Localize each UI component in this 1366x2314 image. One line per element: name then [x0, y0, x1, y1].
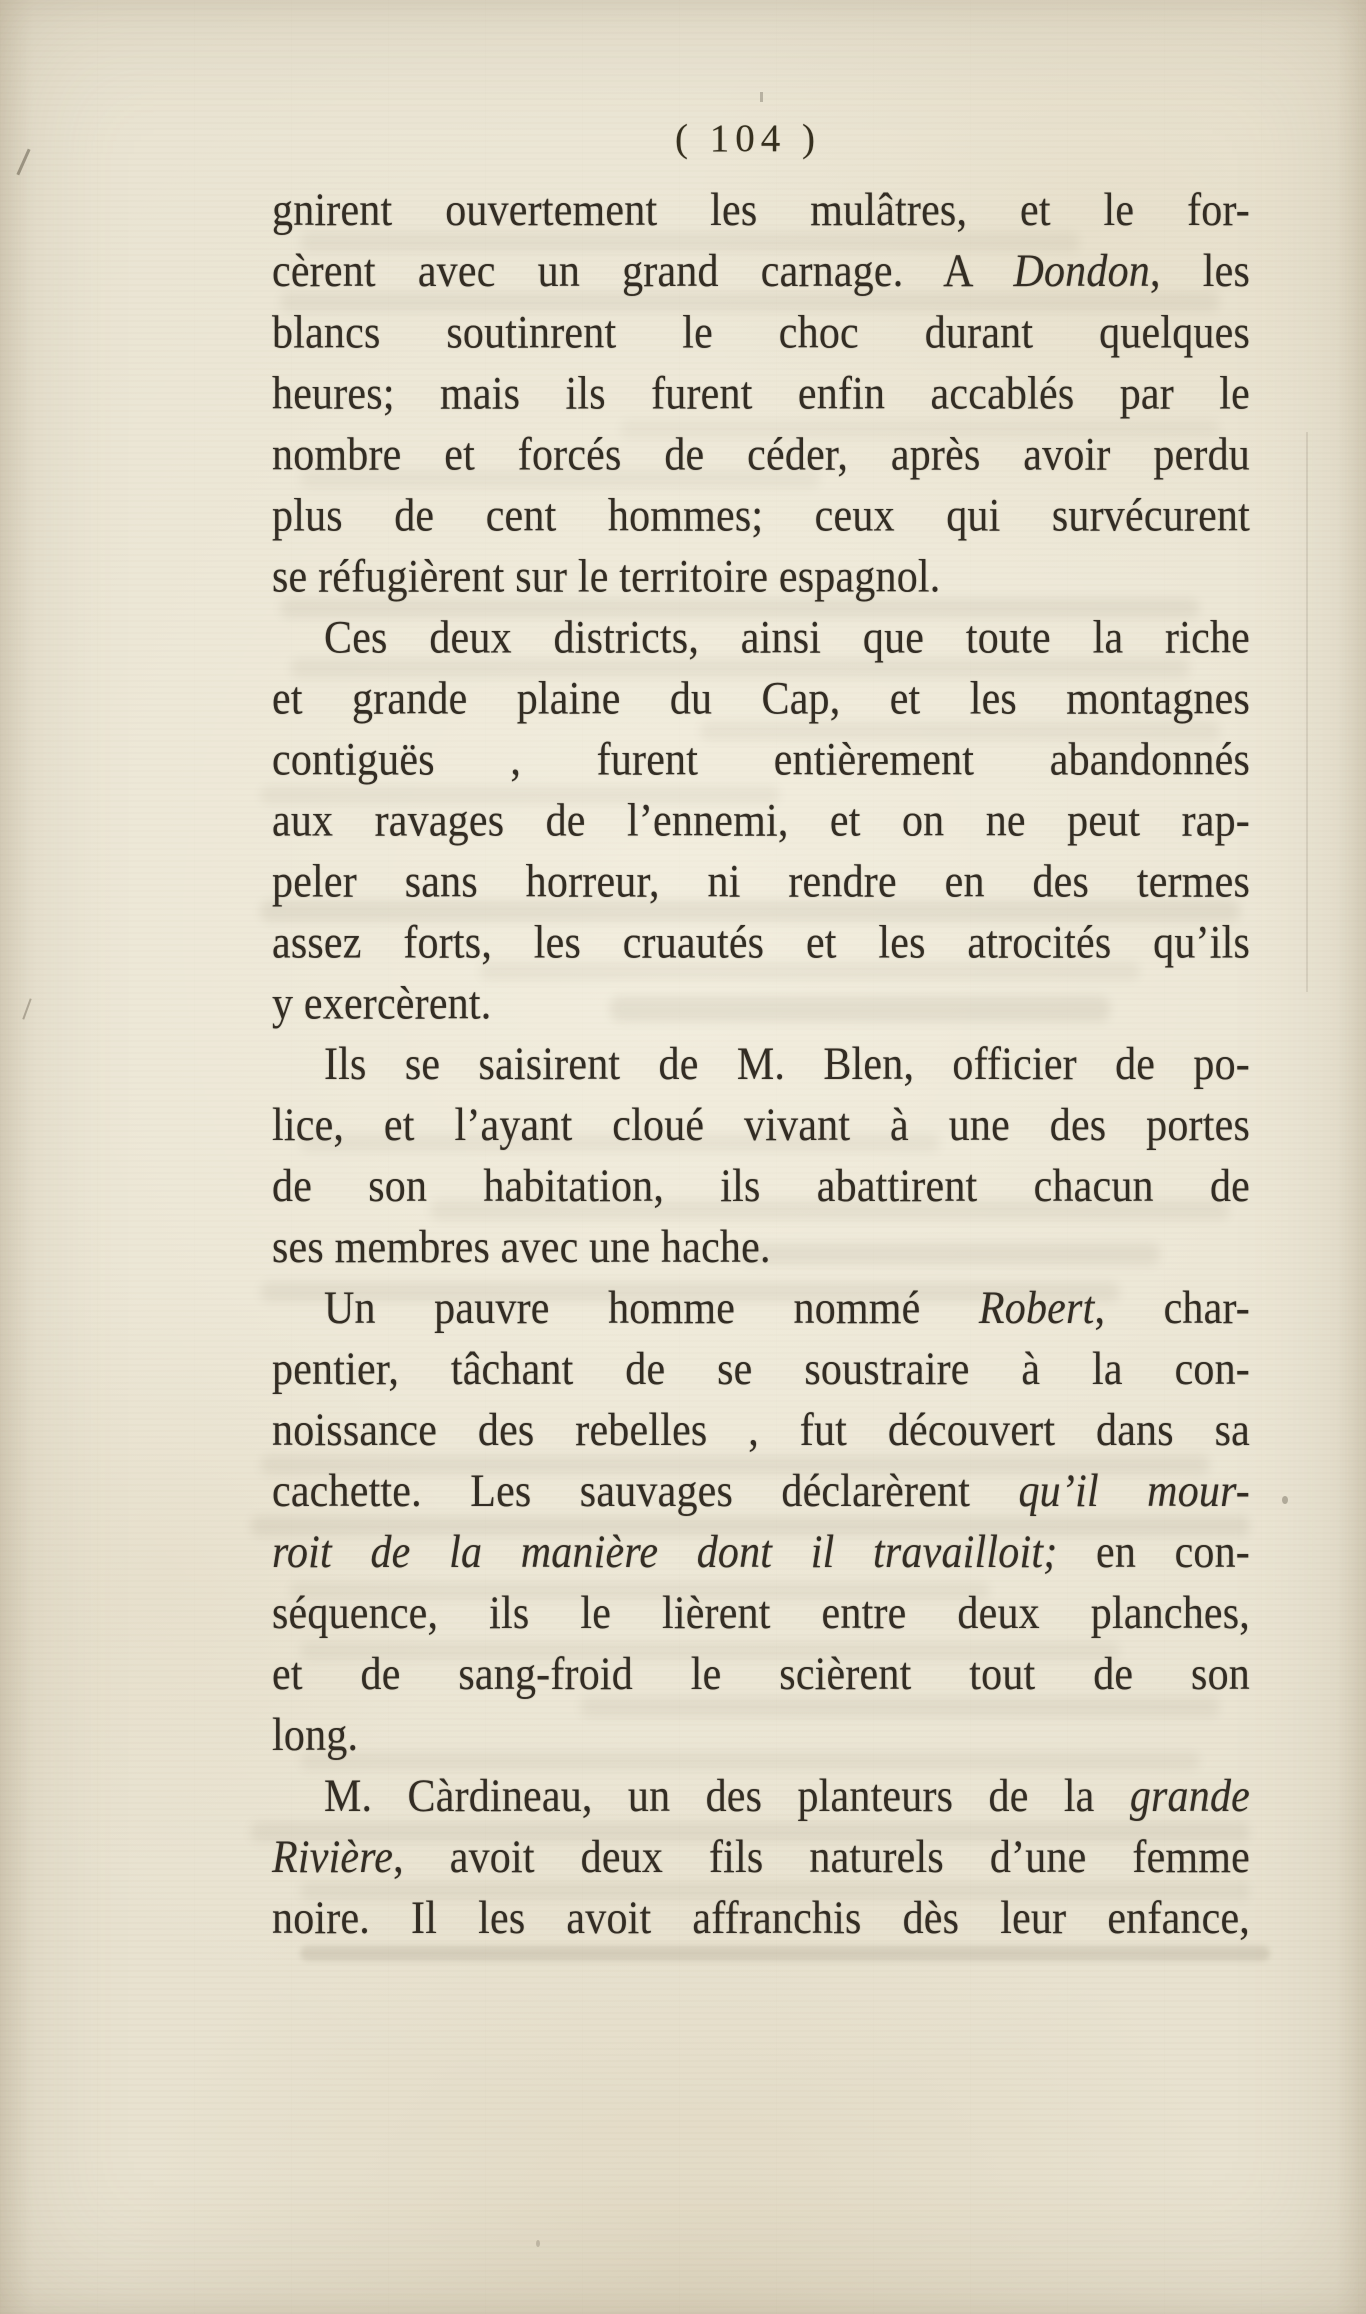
text-line	[272, 1337, 1250, 1404]
text-line	[272, 849, 1250, 916]
text-line	[272, 1886, 1250, 1953]
ink-speck	[536, 2240, 540, 2247]
text-segment: assez forts, les cruautés et les atrocités qu’ils	[272, 917, 1250, 969]
text-line	[272, 1398, 1250, 1465]
text-segment: de son habitation, ils abattirent chacun de	[272, 1161, 1250, 1213]
text-line	[272, 361, 1250, 428]
text-line	[272, 1764, 1250, 1831]
text-line	[272, 483, 1250, 550]
text-segment: cèrent avec un grand carnage. A	[272, 246, 1014, 298]
text-segment: y exercèrent.	[272, 978, 492, 1030]
text-segment: séquence, ils le lièrent entre deux planches,	[272, 1588, 1250, 1640]
text-segment: cachette. Les sauvages déclarèrent	[272, 1466, 1019, 1518]
text-segment: pentier, tâchant de se soustraire à la con-	[272, 1344, 1250, 1396]
page-number: ( 104 )	[675, 117, 821, 160]
text-line	[272, 910, 1250, 977]
text-segment: Ces deux districts, ainsi que toute la riche	[324, 612, 1250, 664]
text-segment: et de sang-froid le scièrent tout de son	[272, 1649, 1250, 1701]
text-segment: lice, et l’ayant cloué vivant à une des portes	[272, 1100, 1250, 1152]
text-segment: Ils se saisirent de M. Blen, officier de po-	[324, 1039, 1250, 1091]
text-segment: Un pauvre homme nommé	[324, 1283, 979, 1335]
text-segment: ses membres avec une hache.	[272, 1222, 771, 1274]
text-line	[272, 971, 1250, 1038]
text-segment: noire. Il les avoit affranchis dès leur enfance,	[272, 1893, 1250, 1945]
text-line	[272, 1215, 1250, 1282]
text-line	[272, 1093, 1250, 1160]
text-segment: heures; mais ils furent enfin accablés par le	[272, 368, 1250, 420]
text-line	[272, 1825, 1250, 1892]
italic-text-segment: Dondon	[1013, 246, 1150, 298]
text-line	[272, 1520, 1250, 1587]
text-segment: noissance des rebelles , fut découvert dans sa	[272, 1405, 1250, 1457]
text-segment: blancs soutinrent le choc durant quelques	[272, 307, 1250, 359]
text-segment: M. Càrdineau, un des planteurs de la	[324, 1771, 1130, 1823]
text-segment: long.	[272, 1710, 359, 1762]
text-line	[272, 544, 1250, 611]
italic-text-segment: Rivière	[272, 1832, 394, 1884]
text-line	[272, 239, 1250, 306]
text-line	[272, 1703, 1250, 1770]
italic-text-segment: roit de la manière dont il travailloit;	[272, 1527, 1058, 1579]
text-line	[272, 788, 1250, 855]
text-line	[272, 727, 1250, 794]
text-line	[272, 1154, 1250, 1221]
text-segment: en con-	[1057, 1527, 1250, 1579]
text-line	[272, 422, 1250, 489]
italic-text-segment: grande	[1129, 1771, 1250, 1823]
text-segment: peler sans horreur, ni rendre en des termes	[272, 856, 1250, 908]
text-line	[272, 1032, 1250, 1099]
text-segment: , avoit deux fils naturels d’une femme	[393, 1832, 1250, 1884]
margin-slash-mark	[16, 149, 30, 176]
scan-hairline	[1306, 432, 1308, 992]
text-line	[272, 1276, 1250, 1343]
text-segment: nombre et forcés de céder, après avoir perdu	[272, 429, 1250, 481]
ink-speck	[760, 92, 763, 102]
text-segment: , les	[1149, 246, 1250, 298]
text-block	[272, 181, 1250, 1950]
italic-text-segment: qu’il mour-	[1018, 1466, 1250, 1518]
ink-speck	[1282, 1496, 1288, 1504]
text-segment: aux ravages de l’ennemi, et on ne peut rap-	[272, 795, 1250, 847]
text-line	[272, 178, 1250, 245]
text-line	[272, 666, 1250, 733]
text-line	[272, 605, 1250, 672]
text-segment: et grande plaine du Cap, et les montagnes	[272, 673, 1250, 725]
text-line	[272, 1459, 1250, 1526]
text-segment: gnirent ouvertement les mulâtres, et le for-	[272, 185, 1250, 237]
text-segment: plus de cent hommes; ceux qui survécurent	[272, 490, 1250, 542]
text-segment: contiguës , furent entièrement abandonnés	[272, 734, 1250, 786]
text-line	[272, 300, 1250, 367]
text-segment: se réfugièrent sur le territoire espagnol.	[272, 551, 941, 603]
text-line	[272, 1642, 1250, 1709]
text-segment: , char-	[1094, 1283, 1250, 1335]
margin-slash-mark	[22, 998, 31, 1019]
italic-text-segment: Robert	[978, 1283, 1095, 1335]
text-line	[272, 1581, 1250, 1648]
